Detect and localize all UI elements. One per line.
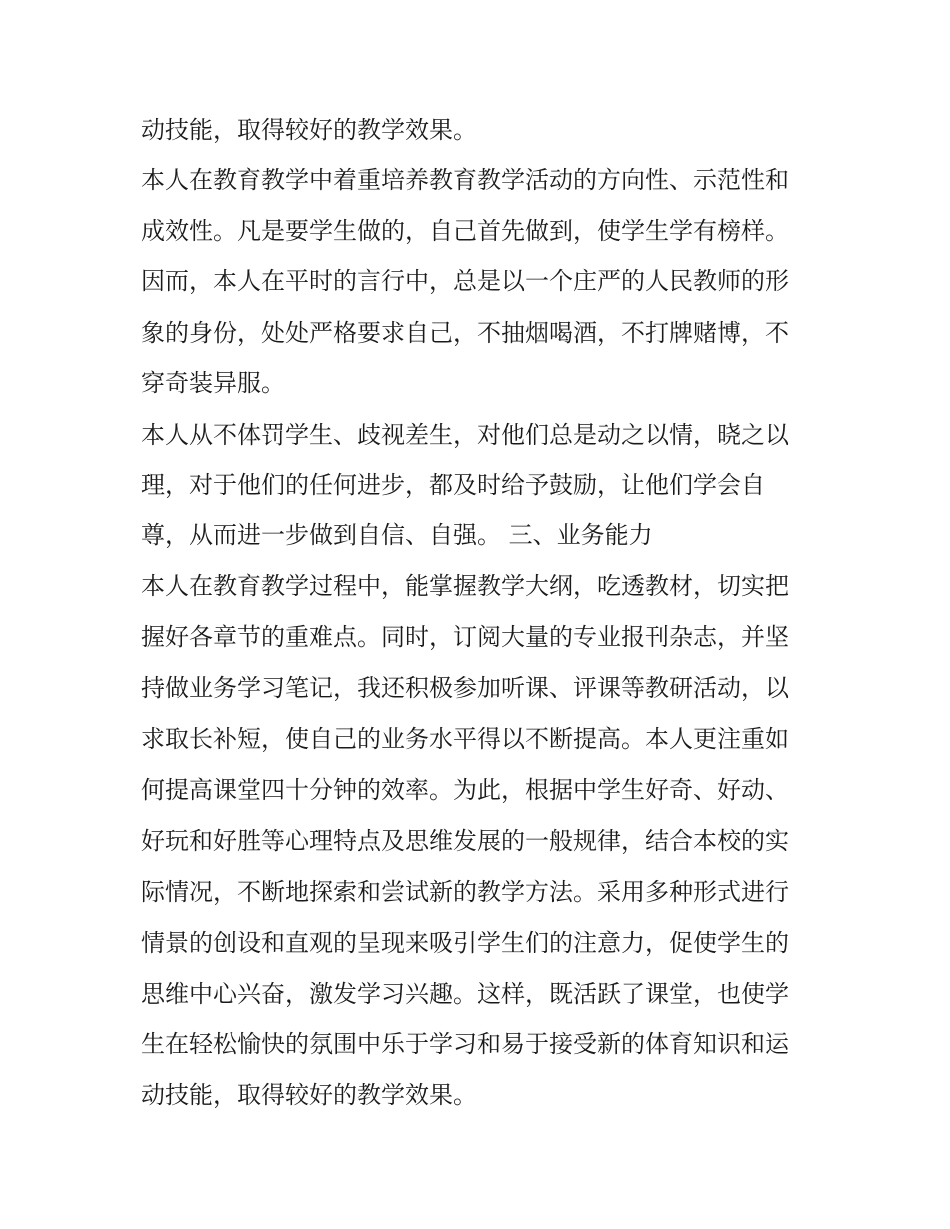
text-line: 握好各章节的重难点。同时，订阅大量的专业报刊杂志，并坚 xyxy=(141,623,789,651)
text-line: 何提高课堂四十分钟的效率。为此，根据中学生好奇、好动、 xyxy=(141,776,789,804)
text-line: 因而，本人在平时的言行中，总是以一个庄严的人民教师的形 xyxy=(141,267,789,295)
text-line: 好玩和好胜等心理特点及思维发展的一般规律，结合本校的实 xyxy=(141,827,789,855)
text-line: 本人从不体罚学生、歧视差生，对他们总是动之以情，晓之以 xyxy=(141,421,789,449)
text-line: 求取长补短，使自己的业务水平得以不断提高。本人更注重如 xyxy=(141,725,789,753)
text-line: 持做业务学习笔记，我还积极参加听课、评课等教研活动，以 xyxy=(141,674,789,702)
text-line: 理，对于他们的任何进步，都及时给予鼓励，让他们学会自 xyxy=(141,471,765,499)
text-line: 动技能，取得较好的教学效果。 xyxy=(141,116,477,144)
text-line: 思维中心兴奋，激发学习兴趣。这样，既活跃了课堂，也使学 xyxy=(141,980,789,1008)
text-line: 生在轻松愉快的氛围中乐于学习和易于接受新的体育知识和运 xyxy=(141,1030,789,1058)
text-line: 本人在教育教学中着重培养教育教学活动的方向性、示范性和 xyxy=(141,166,789,194)
text-line: 情景的创设和直观的呈现来吸引学生们的注意力，促使学生的 xyxy=(141,929,789,957)
text-line: 尊，从而进一步做到自信、自强。 三、业务能力 xyxy=(141,521,653,549)
text-line: 本人在教育教学过程中，能掌握教学大纲，吃透教材，切实把 xyxy=(141,572,789,600)
text-line: 际情况，不断地探索和尝试新的教学方法。采用多种形式进行 xyxy=(141,878,789,906)
text-line: 穿奇装异服。 xyxy=(141,369,285,397)
text-line: 成效性。凡是要学生做的，自己首先做到，使学生学有榜样。 xyxy=(141,217,789,245)
text-line: 象的身份，处处严格要求自己，不抽烟喝酒，不打牌赌博，不 xyxy=(141,319,789,347)
text-line: 动技能，取得较好的教学效果。 xyxy=(141,1081,477,1109)
